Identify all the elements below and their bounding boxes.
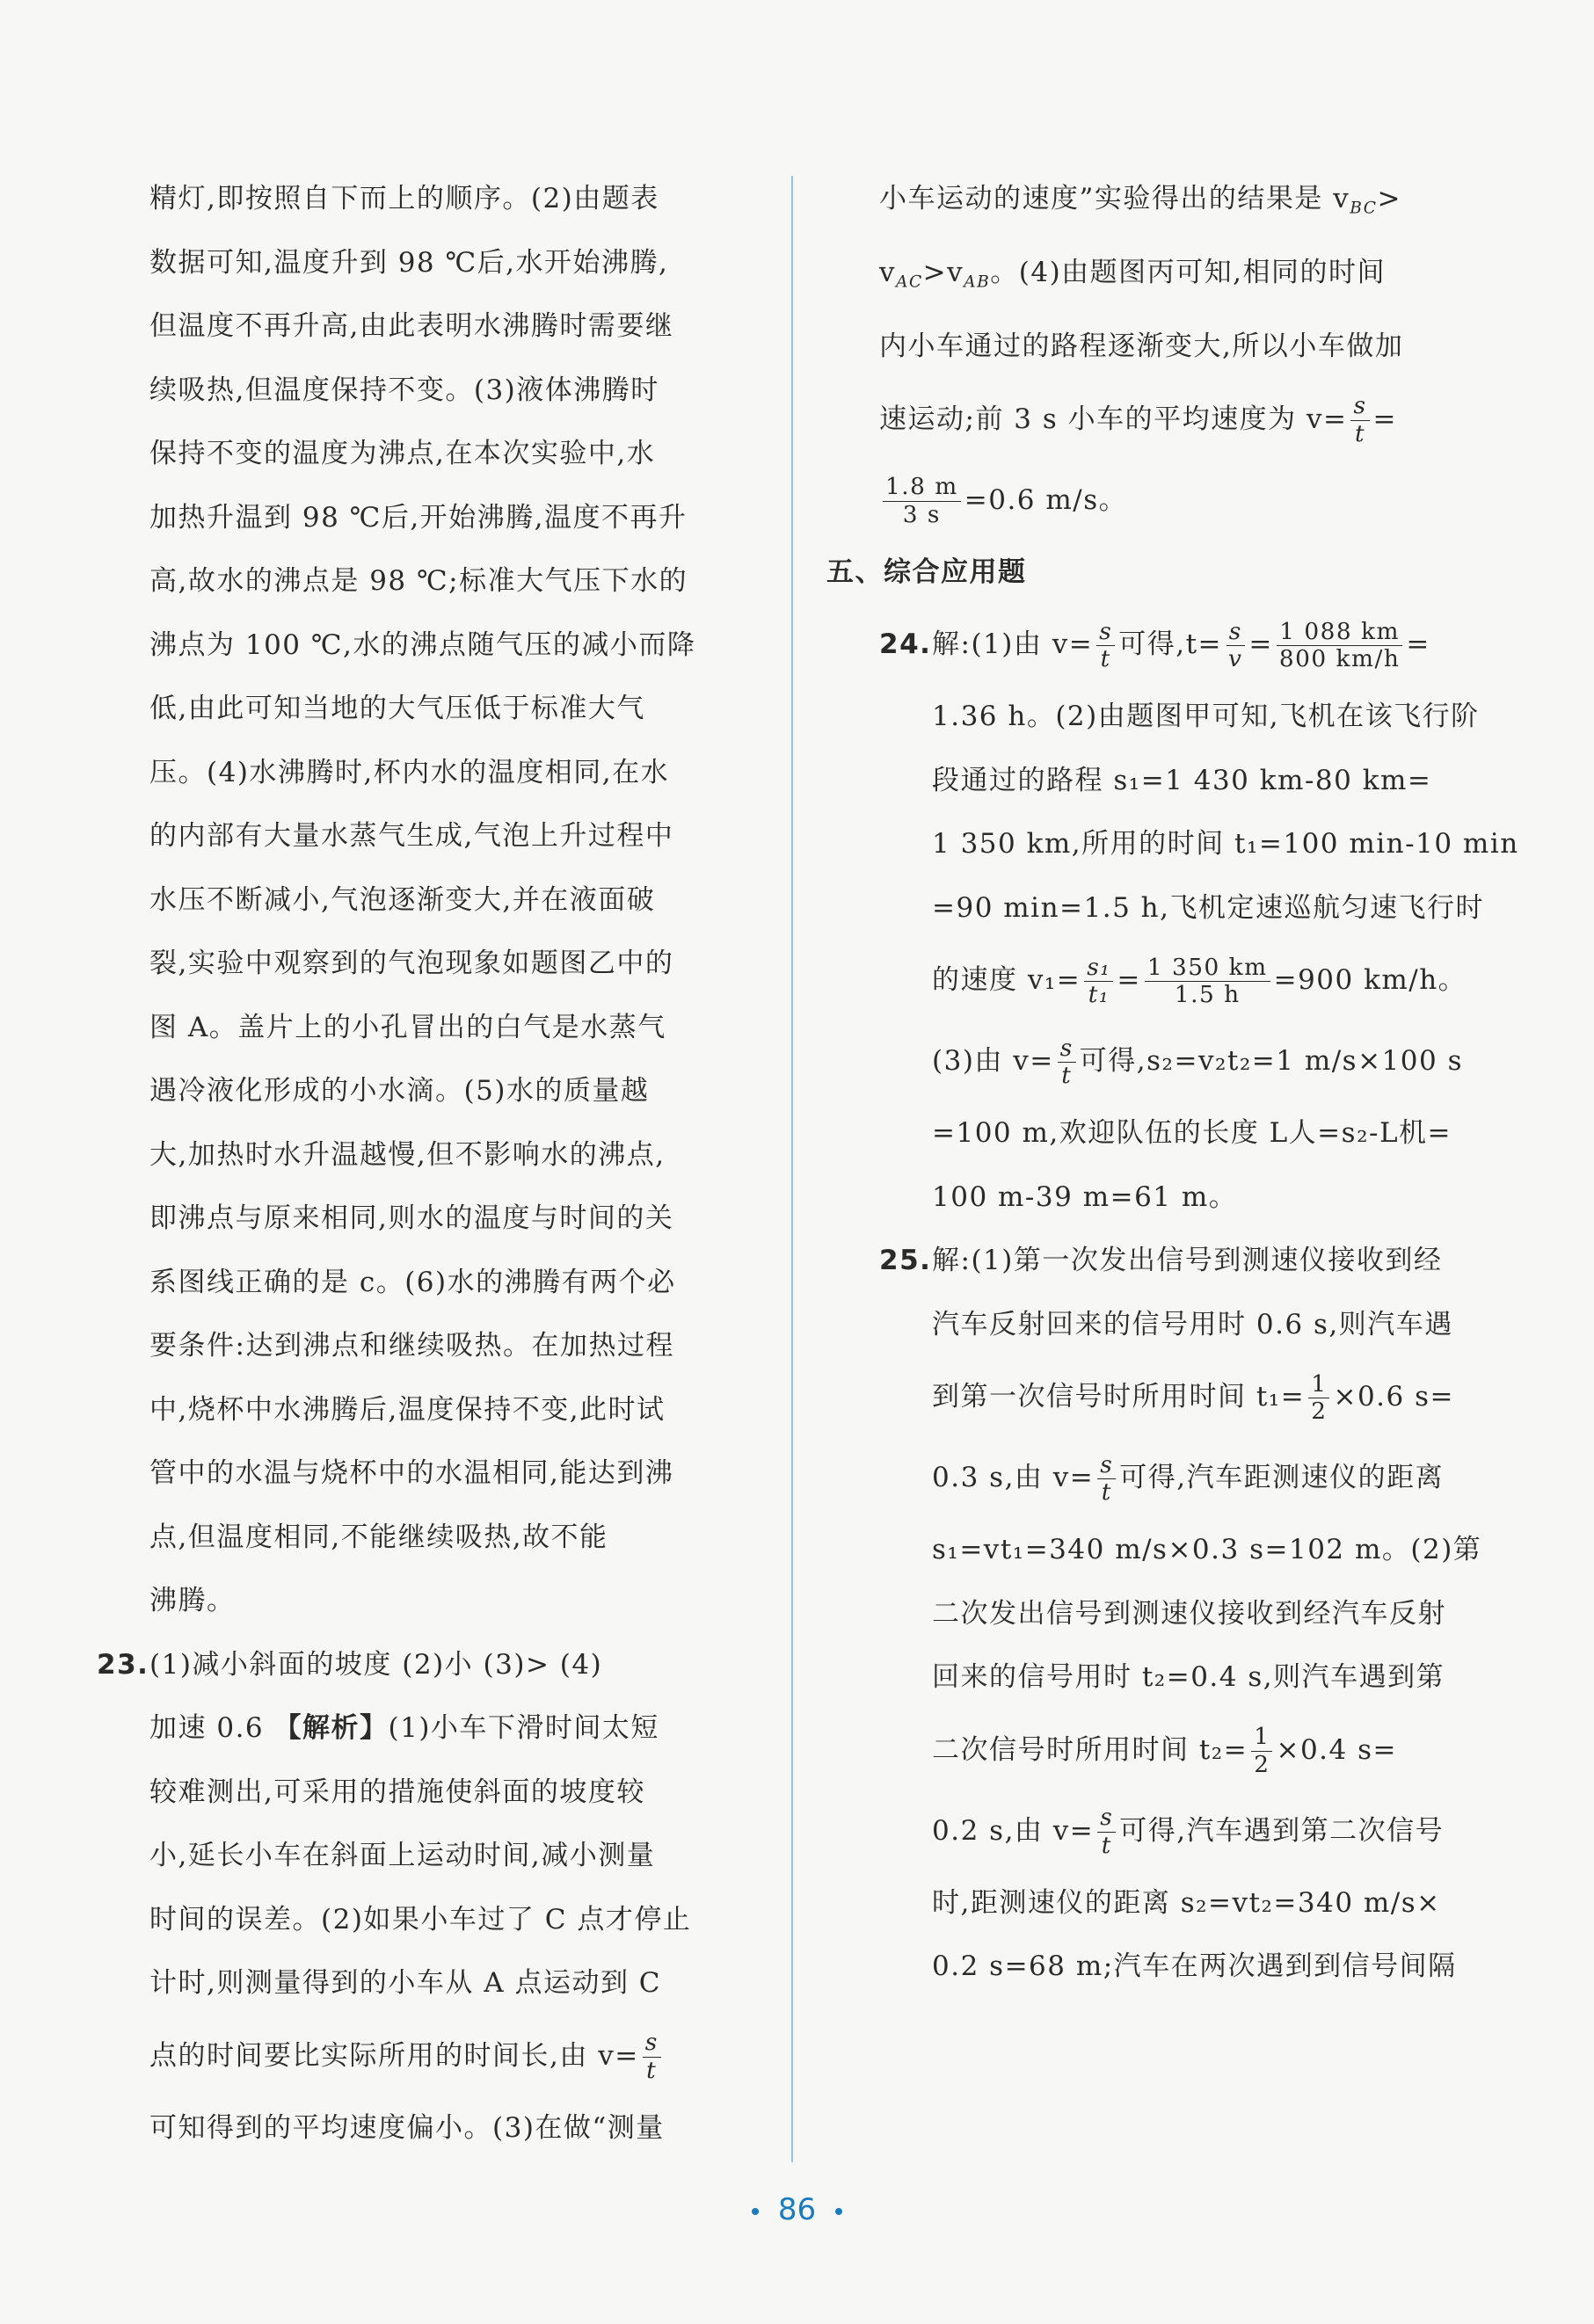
text-line: 可得,汽车距测速仪的距离 bbox=[1119, 1462, 1445, 1493]
text-line: 压。(4)水沸腾时,杯内水的温度相同,在水 bbox=[149, 756, 670, 788]
text-line: 但温度不再升高,由此表明水沸腾时需要继 bbox=[149, 310, 674, 342]
text-line: 二次发出信号到测速仪接收到经汽车反射 bbox=[932, 1597, 1446, 1630]
page-number: 86 bbox=[777, 2192, 817, 2227]
text-line: ×0.4 s= bbox=[1276, 1733, 1397, 1766]
bullet-dot-icon bbox=[752, 2208, 759, 2215]
text-line: 。(4)由题图丙可知,相同的时间 bbox=[990, 257, 1387, 288]
bullet-dot-icon bbox=[835, 2208, 842, 2215]
subscript: BC bbox=[1350, 199, 1378, 218]
fraction-one-half: $\frac{1}{2}$ bbox=[1251, 1724, 1272, 1778]
text-line: 点的时间要比实际所用的时间长,由 v= bbox=[149, 2039, 639, 2072]
text-line: 低,由此可知当地的大气压低于标准大气 bbox=[149, 693, 645, 724]
text-line: 点,但温度相同,不能继续吸热,故不能 bbox=[149, 1521, 608, 1553]
text-line: 回来的信号用时 t₂=0.4 s,则汽车遇到第 bbox=[932, 1661, 1445, 1693]
subscript: AC bbox=[896, 272, 923, 292]
text-line: v bbox=[879, 257, 897, 288]
text-line: 沸点为 100 ℃,水的沸点随气压的减小而降 bbox=[149, 628, 696, 661]
text-line: 即沸点与原来相同,则水的温度与时间的关 bbox=[149, 1202, 674, 1234]
text-line: 可得,汽车遇到第二次信号 bbox=[1119, 1814, 1445, 1847]
text-line: 图 A。盖片上的小孔冒出的白气是水蒸气 bbox=[149, 1011, 666, 1043]
text-line: =90 min=1.5 h,飞机定速巡航匀速飞行时 bbox=[932, 891, 1484, 924]
text-line: s₁=vt₁=340 m/s×0.3 s=102 m。(2)第 bbox=[932, 1534, 1482, 1565]
text-line: 二次信号时所用时间 t₂= bbox=[932, 1733, 1248, 1766]
question-number: 25. bbox=[879, 1245, 932, 1276]
text-line: 解:(1)由 v= bbox=[932, 628, 1094, 660]
text-line: 速运动;前 3 s 小车的平均速度为 v= bbox=[879, 403, 1348, 435]
text-line: 加速 0.6 bbox=[149, 1712, 274, 1744]
fraction-s-over-t: $\frac{s}{t}$ bbox=[1350, 393, 1369, 447]
text-line: =100 m,欢迎队伍的长度 L人=s₂-L机= bbox=[932, 1117, 1452, 1149]
text-line: 高,故水的沸点是 98 ℃;标准大气压下水的 bbox=[149, 565, 688, 597]
text-line: 1 350 km,所用的时间 t₁=100 min-10 min bbox=[932, 828, 1519, 860]
text-line: 计时,则测量得到的小车从 A 点运动到 C bbox=[149, 1967, 662, 1999]
question-number: 24. bbox=[879, 628, 932, 660]
text-line: 沸腾。 bbox=[149, 1585, 236, 1616]
question-24: 24.解:(1)由 v= $\frac{s}{t}$ 可得,t= $\frac{s}{v}$ = $\frac{1 088 km}{800 km/h}$ = 1.36 h。(2)由题图甲可知,飞机在该飞行阶 段通过的路程 s₁=1 430 km-80 km= 1 350 km,所用的时间 t₁=100 min-10 min =90 min=1.5 h,飞机定速巡航匀速飞行时 的速度 v₁= $\frac{\text{s₁}}{\text{t₁}}$ = $\frac{1 350 km}{1.5 h}$ =900 km/h。 (3)由 v= $\frac{s}{t}$ 可得,s₂=v₂t₂=1 m/s×100 s =100 m,欢迎队伍的长度 L人=s₂-L机= 100 m-39 m=61 m。 bbox=[879, 604, 1477, 1229]
page-footer bbox=[0, 2192, 1594, 2227]
fraction-s-over-t: $\frac{s}{t}$ bbox=[1096, 619, 1115, 673]
text-line: 可得,s₂=v₂t₂=1 m/s×100 s bbox=[1079, 1045, 1463, 1077]
text-line: 小,延长小车在斜面上运动时间,减小测量 bbox=[149, 1840, 656, 1871]
text-line: ×0.6 s= bbox=[1333, 1381, 1454, 1413]
fraction-s-over-t: $\frac{s}{t}$ bbox=[1097, 1805, 1116, 1859]
text-line: 管中的水温与烧杯中的水温相同,能达到沸 bbox=[149, 1457, 674, 1489]
section-heading: 五、综合应用题 bbox=[826, 556, 1027, 588]
text-line: 内小车通过的路程逐渐变大,所以小车做加 bbox=[879, 330, 1404, 362]
text-line: 时间的误差。(2)如果小车过了 C 点才停止 bbox=[149, 1903, 692, 1935]
text-line: 0.3 s,由 v= bbox=[932, 1462, 1095, 1493]
question-number: 23. bbox=[97, 1648, 149, 1681]
text-line: 的内部有大量水蒸气生成,气泡上升过程中 bbox=[149, 820, 674, 852]
fraction-s1-over-t1: $\frac{\text{s₁}}{\text{t₁}}$ bbox=[1084, 955, 1113, 1009]
fraction-distance-speed: $\frac{1 088 km}{800 km/h}$ bbox=[1277, 619, 1402, 673]
text-line: 段通过的路程 s₁=1 430 km-80 km= bbox=[932, 764, 1432, 796]
text-line: =900 km/h。 bbox=[1273, 964, 1467, 996]
text-line: 较难测出,可采用的措施使斜面的坡度较 bbox=[149, 1776, 645, 1808]
text-line: 要条件:达到沸点和继续吸热。在加热过程 bbox=[149, 1330, 674, 1362]
left-column bbox=[97, 167, 765, 2160]
column-divider bbox=[791, 176, 793, 2162]
text-line: (1)小车下滑时间太短 bbox=[388, 1712, 659, 1744]
text-line: 0.2 s,由 v= bbox=[932, 1814, 1095, 1847]
fraction-distance-time: $\frac{1 350 km}{1.5 h}$ bbox=[1145, 955, 1270, 1009]
text-line: 时,距测速仪的距离 s₂=vt₂=340 m/s× bbox=[932, 1886, 1441, 1919]
text-line: 大,加热时水升温越慢,但不影响水的沸点, bbox=[149, 1138, 666, 1171]
fraction-s-over-t: $\frac{s}{t}$ bbox=[643, 2030, 661, 2084]
text-line: 加热升温到 98 ℃后,开始沸腾,温度不再升 bbox=[149, 501, 688, 534]
text-line: 到第一次信号时所用时间 t₁= bbox=[932, 1381, 1306, 1413]
text-line: 裂,实验中观察到的气泡现象如题图乙中的 bbox=[149, 948, 674, 979]
text-line: 遇冷液化形成的小水滴。(5)水的质量越 bbox=[149, 1075, 650, 1107]
right-column: 小车运动的速度”实验得出的结果是 $v_{BC}>$ $v_{AC}>v_{AB}$。(4)由题图丙可知,相同的时间 内小车通过的路程逐渐变大,所以小车做加 速运动;前 3 s 小车的平均速度为 v= $\frac{s}{t}$ = $\frac{1.8 m}{3 s}$ =0.6 m/s。 五、综合应用题 24.解:(1)由 v= $\frac{s}{t}$ 可得,t= $\frac{s}{v}$ = $\frac{1 088 km}{800 km/h}$ = 1.36 h。(2)由题图甲可知,飞机在该飞行阶 段通过的路程 s₁=1 430 km-80 km= 1 350 km,所用的时间 t₁=100 min-10 min =90 min=1.5 h,飞机定速巡航匀速飞行时 的速度 v₁= $\frac{\text{s₁}}{\text{t₁}}$ = $\frac{1 350 km}{1.5 h}$ =900 km/h。 (3)由 v= $\frac{s}{t}$ 可得,s₂=v₂t₂=1 m/s×100 s =100 m,欢迎队伍的长度 L人=s₂-L机= 100 m-39 m=61 m。 25.解:(1)第一次发出信号到测速仪接收到经 汽车反射回来的信号用时 0.6 s,则汽车遇 到第一次信号时所用时间 t₁= $\frac{1}{2}$ ×0.6 s= 0.3 s,由 v= $\frac{s}{t}$ 可得,汽车距测速仪的距离 s₁=vt₁=340 m/s×0.3 s=102 m。(2)第 二次发出信号到测速仪接收到经汽车反射 回来的信号用时 t₂=0.4 s,则汽车遇到第 二次信号时所用时间 t₂= $\frac{1}{2}$ ×0.4 s= 0.2 s,由 v= $\frac{s}{t}$ 可得,汽车遇到第二次信号 时,距测速仪的距离 s₂=vt₂=340 m/s× 0.2 s=68 m;汽车在两次遇到到信号间隔 bbox=[879, 167, 1477, 1999]
question-23 bbox=[97, 1633, 765, 2161]
text-line: 中,烧杯中水沸腾后,温度保持不变,此时试 bbox=[149, 1393, 666, 1426]
analysis-label: 【解析】 bbox=[273, 1712, 389, 1744]
text-line: 可知得到的平均速度偏小。(3)在做“测量 bbox=[149, 2111, 665, 2144]
text-line: 0.2 s=68 m;汽车在两次遇到到信号间隔 bbox=[932, 1950, 1457, 1982]
text-line: (3)由 v= bbox=[932, 1045, 1054, 1077]
text-line: (1)减小斜面的坡度 (2)小 (3)> (4) bbox=[149, 1648, 603, 1681]
subscript: AB bbox=[964, 272, 991, 292]
text-line: 数据可知,温度升到 98 ℃后,水开始沸腾, bbox=[149, 246, 669, 279]
fraction-distance-time: $\frac{1.8 m}{3 s}$ bbox=[883, 474, 961, 528]
text-line: 的速度 v₁= bbox=[932, 964, 1081, 996]
text-line: >v bbox=[922, 257, 964, 288]
fraction-one-half: $\frac{1}{2}$ bbox=[1308, 1371, 1329, 1426]
text-line: 续吸热,但温度保持不变。(3)液体沸腾时 bbox=[149, 374, 659, 406]
fraction-s-over-v: $\frac{s}{v}$ bbox=[1226, 619, 1245, 673]
text-line: 100 m-39 m=61 m。 bbox=[932, 1180, 1238, 1213]
text-line: 精灯,即按照自下而上的顺序。(2)由题表 bbox=[149, 183, 659, 214]
text-line: 汽车反射回来的信号用时 0.6 s,则汽车遇 bbox=[932, 1308, 1453, 1340]
text-line: 1.36 h。(2)由题图甲可知,飞机在该飞行阶 bbox=[932, 701, 1480, 732]
text-line: 系图线正确的是 c。(6)水的沸腾有两个必 bbox=[149, 1266, 676, 1298]
fraction-s-over-t: $\frac{s}{t}$ bbox=[1097, 1452, 1116, 1507]
text-line: 保持不变的温度为沸点,在本次实验中,水 bbox=[149, 438, 656, 469]
text-line: 解:(1)第一次发出信号到测速仪接收到经 bbox=[932, 1245, 1443, 1276]
question-25 bbox=[879, 1229, 1482, 1999]
text-line: 水压不断减小,气泡逐渐变大,并在液面破 bbox=[149, 883, 656, 916]
text-line: 小车运动的速度”实验得出的结果是 v bbox=[879, 183, 1350, 214]
text-line: 可得,t= bbox=[1118, 628, 1223, 660]
text-line: =0.6 m/s。 bbox=[964, 483, 1128, 516]
fraction-s-over-t: $\frac{s}{t}$ bbox=[1058, 1035, 1076, 1090]
